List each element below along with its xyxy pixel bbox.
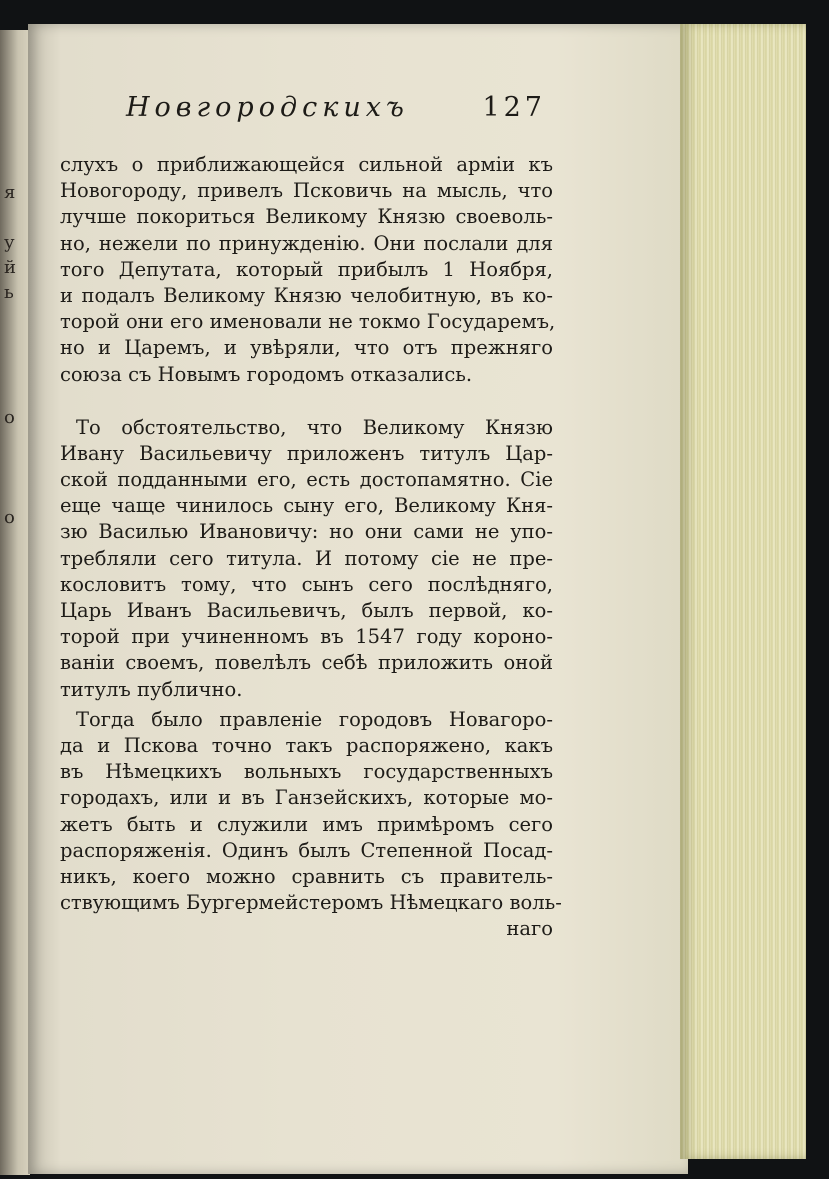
paragraph — [60, 152, 556, 388]
text-line: торой они его именовали не токмо Государемъ, — [60, 310, 556, 334]
text-line: но, нежели по принужденію. Они послали для — [60, 231, 553, 255]
text-line: да и Пскова точно такъ распоряжено, какъ — [60, 733, 553, 757]
text-line: зю Василью Ивановичу: но они сами не упо- — [60, 520, 553, 544]
text-line: титулъ публично. — [60, 677, 243, 701]
text-line: кословитъ тому, что сынъ сего послѣдняго, — [60, 572, 553, 596]
text-line: жетъ быть и служили имъ примѣромъ сего — [60, 812, 553, 836]
page-number: 127 — [482, 92, 546, 123]
paragraph-gap — [60, 388, 553, 415]
text-line: слухъ о приближающейся сильной арміи къ — [60, 153, 553, 176]
text-line: Новогороду, привелъ Псковичь на мысль, что — [60, 179, 553, 203]
left-page-edge — [0, 30, 30, 1175]
left-page-fragments: я у й ь о о — [4, 182, 16, 528]
page-edges — [680, 24, 806, 1159]
text-line: въ Нѣмецкихъ вольныхъ государственныхъ — [60, 760, 553, 784]
text-line: распоряженія. Одинъ былъ Степенной Посад- — [60, 838, 553, 862]
catchword: наго — [506, 917, 553, 941]
text-line: но и Царемъ, и увѣряли, что отъ прежняго — [60, 336, 553, 360]
text-line: еще чаще чинилось сыну его, Великому Кня- — [60, 494, 553, 518]
text-line: союза съ Новымъ городомъ отказались. — [60, 362, 473, 386]
text-line: Царь Иванъ Васильевичъ, былъ первой, ко- — [60, 599, 553, 622]
text-line: городахъ, или и въ Ганзейскихъ, которые мо- — [60, 786, 553, 810]
text-line: того Депутата, который прибылъ 1 Ноября, — [60, 257, 553, 281]
paragraph — [60, 415, 553, 703]
text-line: Ивану Васильевичу приложенъ титулъ Цар- — [60, 441, 553, 465]
text-line: ской подданными его, есть достопамятно. Сіе — [60, 468, 553, 492]
text-line: требляли сего титула. И потому сіе не пре- — [60, 546, 553, 570]
text-line: лучше покориться Великому Князю своеволь- — [60, 205, 553, 229]
body-text — [60, 152, 562, 942]
text-line: ствующимъ Бургермейстеромъ Нѣмецкаго воль- — [60, 891, 562, 915]
text-line: торой при учиненномъ въ 1547 году короно- — [60, 625, 553, 649]
paragraph — [60, 707, 562, 917]
text-line: То обстоятельство, что Великому Князю — [76, 415, 553, 439]
text-line: Тогда было правленіе городовъ Новагоро- — [76, 707, 553, 731]
text-line: ваніи своемъ, повелѣлъ себѣ приложить оной — [60, 651, 553, 675]
text-line: никъ, коего можно сравнить съ правитель- — [60, 864, 553, 888]
page-header — [126, 92, 546, 128]
text-line: и подалъ Великому Князю челобитную, въ ко- — [60, 283, 553, 307]
running-title: Новгородскихъ — [126, 92, 409, 123]
